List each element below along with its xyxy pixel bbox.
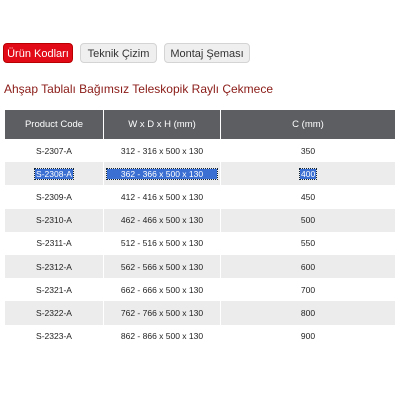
cell-text: S-2307-A <box>36 145 72 156</box>
cell-text: 450 <box>300 191 316 202</box>
cell-text: 462 - 466 x 500 x 130 <box>120 215 204 226</box>
cell-text: 900 <box>300 331 316 342</box>
cell-text: S-2309-A <box>36 191 72 202</box>
cell-text: 512 - 516 x 500 x 130 <box>120 238 204 249</box>
tab-urun-kodlari[interactable]: Ürün Kodları <box>3 43 73 63</box>
cell-c <box>221 185 396 208</box>
header-c: C (mm) <box>221 110 396 139</box>
cell-text: 662 - 666 x 500 x 130 <box>120 284 204 295</box>
cell-product-code <box>5 185 104 208</box>
cell-text: S-2311-A <box>36 238 72 249</box>
tab-bar <box>3 43 250 63</box>
product-table <box>4 110 396 348</box>
cell-dimensions <box>104 325 221 348</box>
cell-dimensions <box>104 185 221 208</box>
cell-product-code <box>5 301 104 324</box>
cell-text: 762 - 766 x 500 x 130 <box>120 307 204 318</box>
cell-text: 362 - 366 x 500 x 130 <box>107 169 217 179</box>
tab-montaj-semasi[interactable]: Montaj Şeması <box>164 43 250 63</box>
cell-text: 862 - 866 x 500 x 130 <box>120 331 204 342</box>
cell-text: S-2322-A <box>36 307 72 318</box>
tab-teknik-cizim[interactable]: Teknik Çizim <box>80 43 157 63</box>
cell-product-code <box>5 139 104 162</box>
table-row[interactable] <box>5 139 396 162</box>
header-dimensions: W x D x H (mm) <box>104 110 221 139</box>
cell-dimensions <box>104 232 221 255</box>
cell-c <box>221 139 396 162</box>
cell-text: S-2312-A <box>36 261 72 272</box>
cell-text: 312 - 316 x 500 x 130 <box>120 145 204 156</box>
cell-text: 500 <box>300 215 316 226</box>
cell-product-code <box>5 232 104 255</box>
cell-c <box>221 325 396 348</box>
section-title: Ahşap Tablalı Bağımsız Teleskopik Raylı Çekmece <box>4 82 274 96</box>
table-body <box>5 139 396 348</box>
cell-dimensions <box>104 278 221 301</box>
cell-dimensions <box>104 301 221 324</box>
cell-text: 550 <box>300 238 316 249</box>
table-row[interactable] <box>5 232 396 255</box>
cell-c <box>221 278 396 301</box>
cell-text: 700 <box>300 284 316 295</box>
cell-dimensions <box>104 255 221 278</box>
cell-product-code <box>5 278 104 301</box>
table-row[interactable] <box>5 255 396 278</box>
cell-dimensions <box>104 162 221 185</box>
cell-c <box>221 232 396 255</box>
cell-product-code <box>5 162 104 185</box>
table-row[interactable] <box>5 325 396 348</box>
cell-c <box>221 209 396 232</box>
table-row[interactable] <box>5 162 396 185</box>
cell-product-code <box>5 255 104 278</box>
cell-text: S-2308-A <box>36 168 72 179</box>
table-header-row <box>5 110 396 139</box>
table-row[interactable] <box>5 185 396 208</box>
cell-text: 562 - 566 x 500 x 130 <box>120 261 204 272</box>
cell-text: S-2310-A <box>36 215 72 226</box>
cell-c <box>221 301 396 324</box>
cell-text: 600 <box>300 261 316 272</box>
cell-text: 412 - 416 x 500 x 130 <box>120 191 204 202</box>
header-product-code: Product Code <box>5 110 104 139</box>
table-row[interactable] <box>5 278 396 301</box>
cell-product-code <box>5 325 104 348</box>
cell-c <box>221 162 396 185</box>
cell-product-code <box>5 209 104 232</box>
cell-text: 350 <box>300 145 316 156</box>
table-row[interactable] <box>5 209 396 232</box>
cell-dimensions <box>104 209 221 232</box>
table-row[interactable] <box>5 301 396 324</box>
cell-c <box>221 255 396 278</box>
cell-dimensions <box>104 139 221 162</box>
cell-text: S-2321-A <box>36 284 72 295</box>
cell-text: S-2323-A <box>36 331 72 342</box>
cell-text: 400 <box>301 168 316 179</box>
cell-text: 800 <box>300 307 316 318</box>
